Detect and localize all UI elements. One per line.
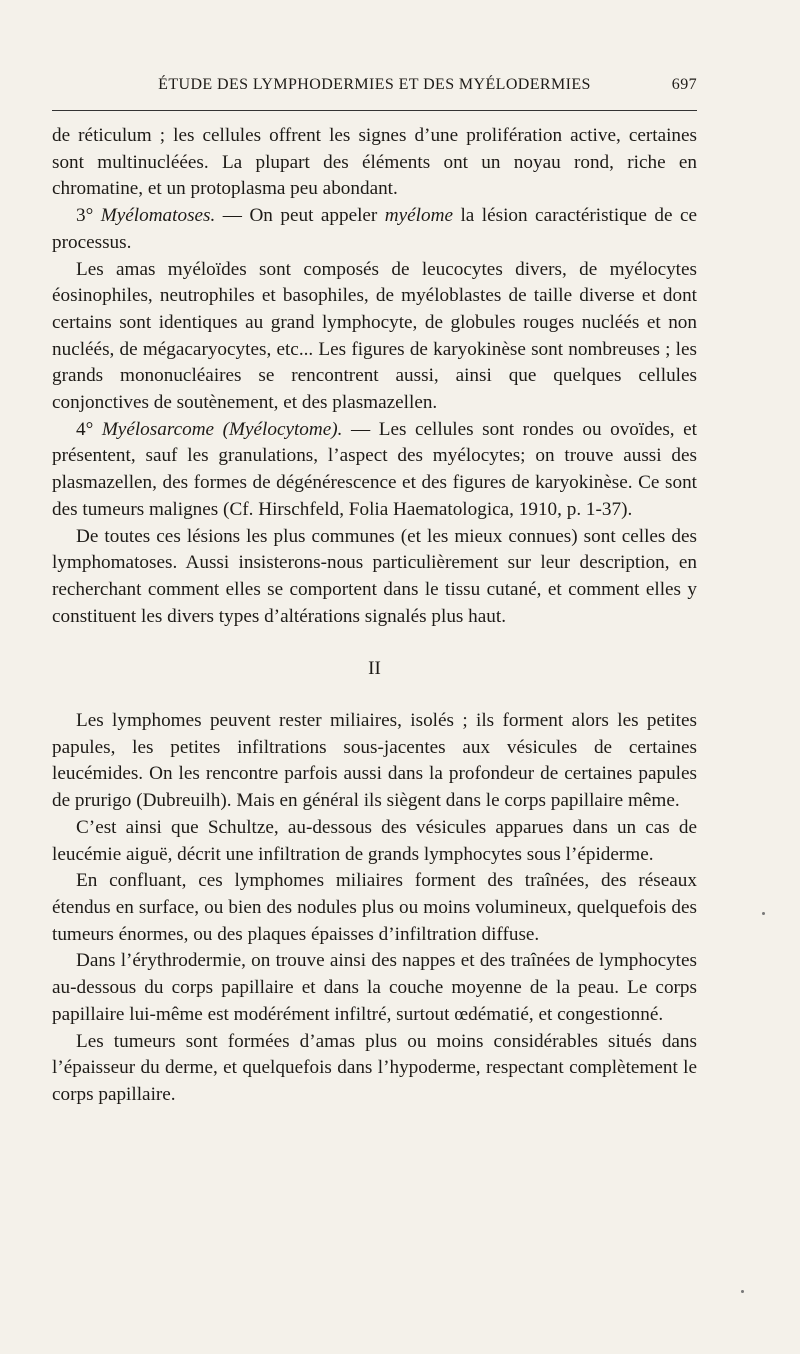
section-heading: II: [368, 658, 381, 680]
running-title: ÉTUDE DES LYMPHODERMIES ET DES MYÉLODERMIES: [158, 76, 591, 93]
paragraph-lymphomatoses: De toutes ces lésions les plus communes (et les mieux connues) sont celles des lymphomatoses. Aussi insisterons-nous particulièrement sur leur description, en recherchant comment elles se comportent dans le tissu cutané, et comment elles y constituent les divers types d’altérations signalés plus haut.: [52, 525, 697, 627]
paragraph-schultze: C’est ainsi que Schultze, au-dessous des vésicules apparues dans un cas de leucémie aiguë, décrit une infiltration de grands lymphocytes sous l’épiderme.: [52, 816, 697, 865]
paragraph-text: — Les cellules sont rondes ou ovoïdes, et présentent, sauf les granulations, l’aspect des myélocytes; on trouve aussi des plasmazellen, des formes de dégénérescence et des figures de karyokinèse. Ce sont des tumeurs malignes (Cf. Hirschfeld, Folia Haematologica, 1910, p. 1-37).: [52, 418, 697, 520]
paragraph-text: — On peut appeler: [215, 205, 385, 227]
paper-speck: [741, 1290, 744, 1293]
paragraph-lymphomes: Les lymphomes peuvent rester miliaires, isolés ; ils forment alors les petites papules, les petites infiltrations sous-jacentes aux vésicules de certaines leucémides. On les rencontre parfois aussi dans la profondeur de certaines papules de prurigo (Dubreuilh). Mais en général ils siègent dans le corps papillaire même.: [52, 710, 697, 812]
item-number: 4°: [76, 418, 94, 440]
italic-term: myélome: [384, 205, 453, 227]
paragraph-continuation: de réticulum ; les cellules offrent les signes d’une prolifération active, certaines sont multinucléées. La plupart des éléments ont un noyau rond, riche en chromatine, et un protoplasma peu abondant.: [52, 125, 697, 200]
paragraph-erythrodermie: Dans l’érythrodermie, on trouve ainsi des nappes et des traînées de lymphocytes au-dessous du corps papillaire et dans la couche moyenne de la peau. Le corps papillaire lui-même est modérément infiltré, surtout œdématié, et congestionné.: [52, 950, 697, 1025]
item-number: 3°: [76, 205, 94, 227]
paragraph-tumeurs: Les tumeurs sont formées d’amas plus ou moins considérables situés dans l’épaisseur du derme, et quelquefois dans l’hypoderme, respectant complètement le corps papillaire.: [52, 1030, 697, 1105]
body-text: [52, 123, 697, 1109]
paragraph-myelomatoses: [52, 203, 697, 256]
item-title: Myélomatoses.: [100, 205, 216, 227]
paragraph-confluence: En confluant, ces lymphomes miliaires forment des traînées, des réseaux étendus en surface, ou bien des nodules plus ou moins volumineux, quelquefois des tumeurs énormes, ou des plaques épaisses d’infiltration diffuse.: [52, 870, 697, 945]
paragraph-text: la lésion caractéristique de ce processus.: [52, 205, 697, 253]
page-number: 697: [671, 76, 697, 93]
header-rule: [52, 110, 697, 111]
paragraph-myeloid-masses: Les amas myéloïdes sont composés de leucocytes divers, de myélocytes éosinophiles, neutrophiles et basophiles, de myéloblastes de taille diverse et dont certains sont identiques au grand lymphocyte, de globules rouges nucléés et non nucléés, de mégacaryocytes, etc... Les figures de karyokinèse sont nombreuses ; les grands mononucléaires se rencontrent aussi, ainsi que quelques cellules conjonctives de soutènement, et des plasmazellen.: [52, 258, 697, 414]
running-head: [52, 76, 697, 102]
paragraph-myelosarcome: [52, 417, 697, 524]
paper-speck: [762, 912, 765, 915]
item-title: Myélosarcome (Myélocytome).: [101, 418, 343, 440]
